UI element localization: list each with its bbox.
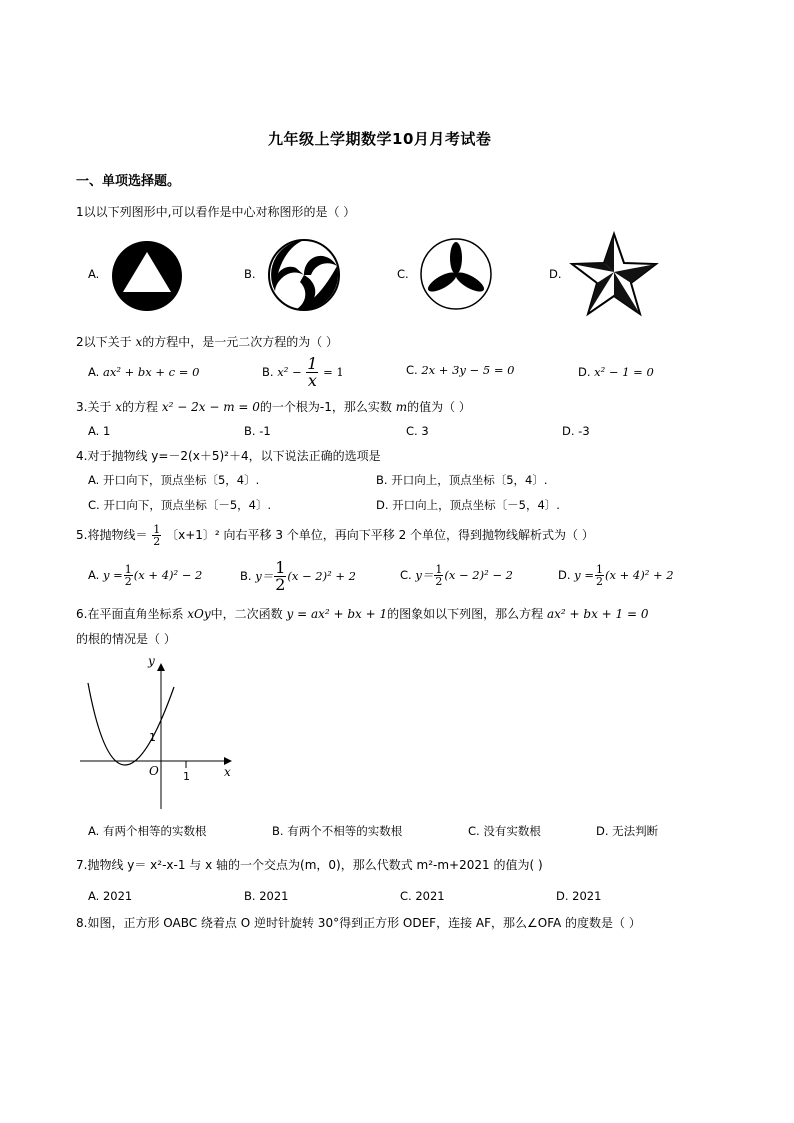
q1-figure-c-three-petals	[420, 238, 492, 310]
q1-figure-b-triskelion	[267, 238, 341, 312]
q4-option-a: A. 开口向下，顶点坐标〔5，4〕.	[88, 473, 260, 487]
question-6-stem-line1: 6.在平面直角坐标系 xOy中，二次函数 y = ax² + bx + 1的图象如以下列图，那么方程 ax² + bx + 1 = 0	[76, 607, 649, 621]
graph-x-one-label: 1	[183, 770, 190, 783]
q3-option-a: A. 1	[88, 424, 111, 438]
question-8-stem: 8.如图，正方形 OABC 绕着点 O 逆时针旋转 30°得到正方形 ODEF，连接 AF，那么∠OFA 的度数是（ ）	[76, 916, 641, 930]
q1-option-c-label: C.	[397, 267, 409, 281]
graph-y-one-label: 1	[149, 731, 156, 744]
q7-option-d: D. 2021	[556, 889, 602, 903]
q6-option-d: D. 无法判断	[596, 824, 659, 838]
q6-option-c: C. 没有实数根	[468, 824, 541, 838]
q4-option-d: D. 开口向上，顶点坐标〔－5，4〕.	[376, 498, 560, 512]
question-1-stem: 1以以下列图形中,可以看作是中心对称图形的是（ ）	[76, 205, 356, 219]
q5-option-b: B. y＝ $\frac{1}{2}$ (x − 2)² + 2	[240, 558, 356, 594]
q3-option-d: D. -3	[562, 424, 590, 438]
q1-option-a-label: A.	[88, 267, 100, 281]
q1-figure-d-star	[570, 232, 660, 316]
question-5-stem: 5.将抛物线＝ $\frac{1}{2}$ 〔x+1〕² 向右平移 3 个单位，再向下平移 2 个单位，得到抛物线解析式为（ ）	[76, 523, 594, 548]
graph-y-label: y	[148, 654, 155, 668]
question-7-stem: 7.抛物线 y＝ x²-x-1 与 x 轴的一个交点为(m，0)，那么代数式 m²-m+2021 的值为( )	[76, 858, 543, 872]
q5-option-a: A. y = $\frac{1}{2}$ (x + 4)² − 2	[88, 563, 203, 588]
q1-option-b-label: B.	[244, 267, 256, 281]
q2-option-d: D. x² − 1 = 0	[578, 365, 654, 379]
q4-option-b: B. 开口向上，顶点坐标〔5，4〕.	[376, 473, 548, 487]
q7-option-c: C. 2021	[400, 889, 445, 903]
q2-option-a: A. ax² + bx + c = 0	[88, 365, 200, 379]
q6-option-a: A. 有两个相等的实数根	[88, 824, 207, 838]
q6-parabola-graph	[76, 655, 246, 815]
q7-option-a: A. 2021	[88, 889, 133, 903]
q1-option-d-label: D.	[549, 267, 562, 281]
section-heading: 一、单项选择题。	[76, 174, 181, 189]
q4-option-c: C. 开口向下，顶点坐标〔－5，4〕.	[88, 498, 272, 512]
q2-option-c: C. 2x + 3y − 5 = 0	[406, 363, 515, 377]
exam-title: 九年级上学期数学10月月考试卷	[268, 130, 492, 148]
question-6-stem-line2: 的根的情况是（ ）	[76, 632, 176, 646]
q5-option-c: C. y＝ $\frac{1}{2}$ (x − 2)² − 2	[400, 563, 513, 588]
question-3-stem: 3.关于 x的方程 x² − 2x − m = 0的一个根为-1，那么实数 m的值为（ ）	[76, 400, 471, 414]
q1-figure-a-circle-triangle	[111, 240, 183, 312]
q2-option-b: B. x² − $\frac{1}{x}$ = 1	[262, 354, 344, 390]
q3-option-b: B. -1	[244, 424, 271, 438]
q5-option-d: D. y = $\frac{1}{2}$ (x + 4)² + 2	[558, 563, 674, 588]
question-2-stem: 2以下关于 x的方程中，是一元二次方程的为（ ）	[76, 335, 339, 349]
q6-option-b: B. 有两个不相等的实数根	[272, 824, 403, 838]
question-4-stem: 4.对于抛物线 y=－2(x＋5)²＋4，以下说法正确的选项是	[76, 449, 381, 463]
graph-x-label: x	[224, 765, 231, 779]
graph-origin-label: O	[149, 764, 159, 778]
q3-option-c: C. 3	[406, 424, 429, 438]
q7-option-b: B. 2021	[244, 889, 289, 903]
